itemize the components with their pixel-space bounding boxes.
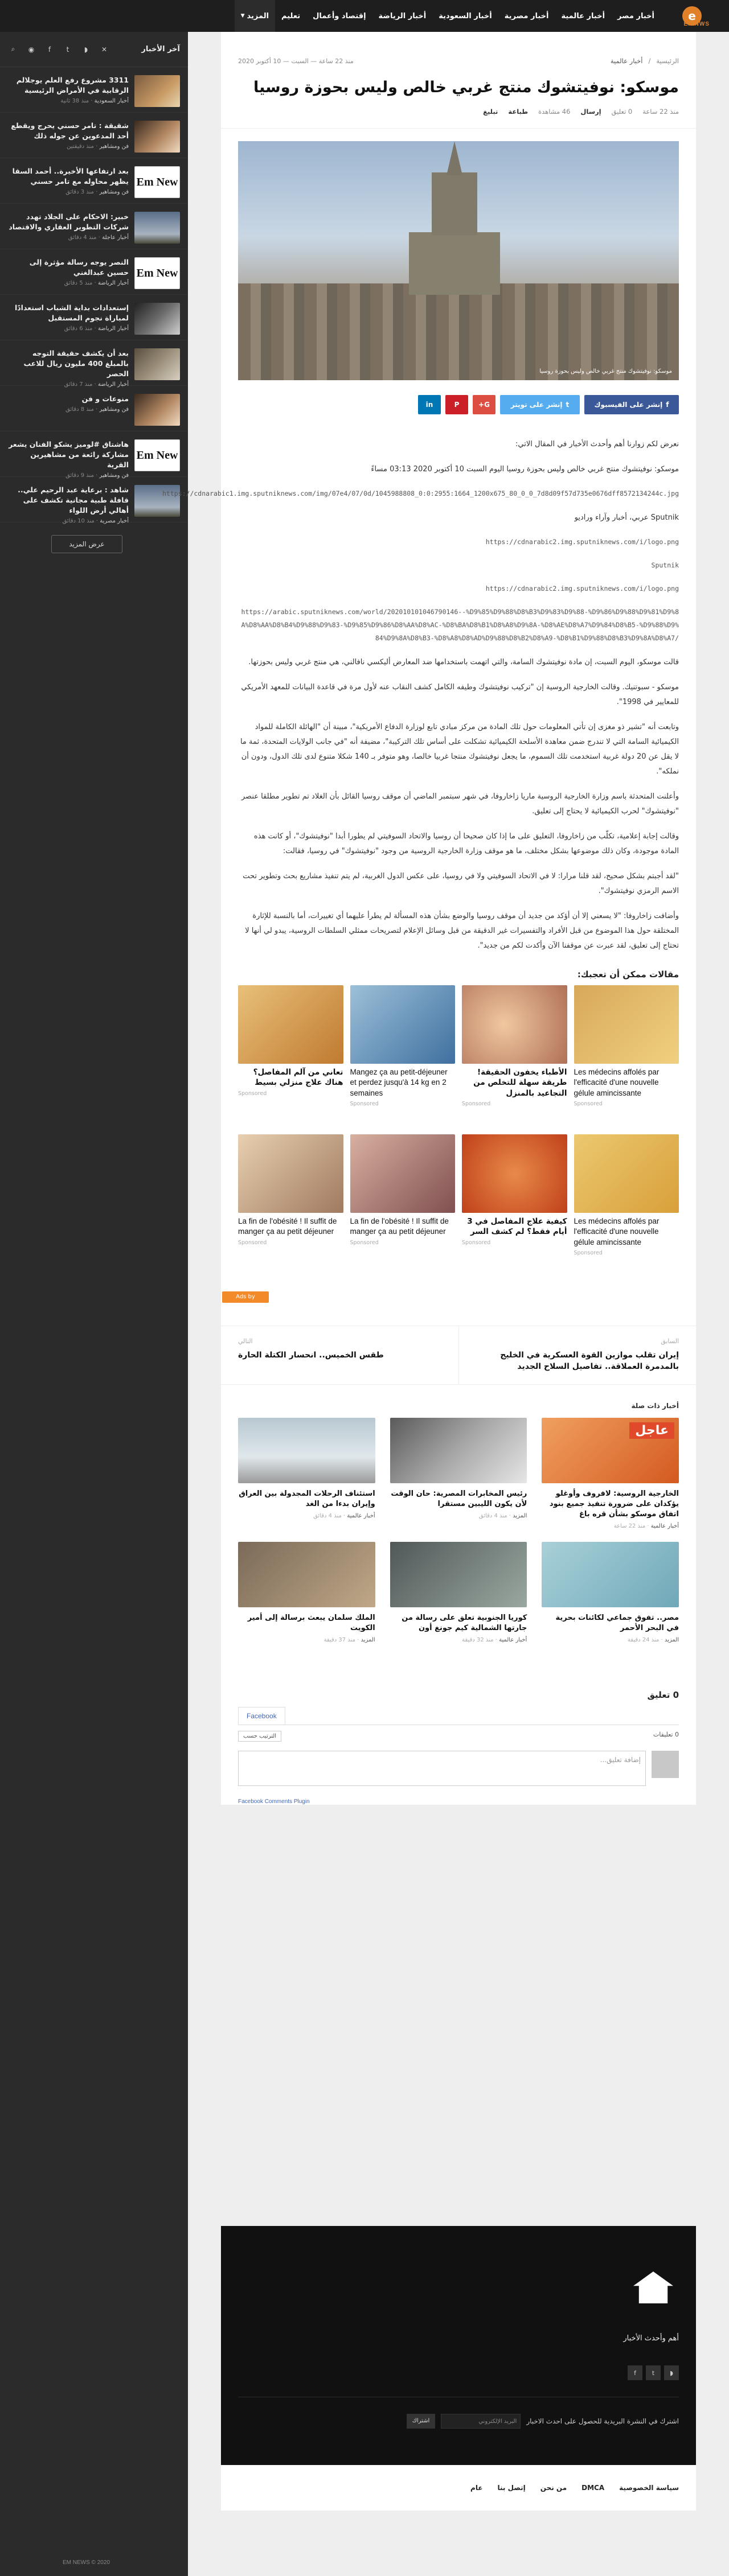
nav-item-sports[interactable]: أخبار الرياضة [378, 11, 427, 20]
article-paragraph: وأعلنت المتحدثة باسم وزارة الخارجية الروسية ماريا زاخاروفا، في شهر سبتمبر الماضي أن موقف روسيا القائل بأن الغلاد تم تطوير مطلقا عنصر "نوفيتشوك" لحرب الكيميائية لا يحتاج إلى تعليق. [241, 792, 679, 816]
nav-item-more[interactable] [235, 0, 275, 32]
rss-icon[interactable]: ◗ [84, 45, 88, 54]
twitter-icon[interactable]: t [66, 45, 69, 54]
sidebar-item-time: منذ 4 دقائق [68, 234, 97, 241]
newsletter-form [407, 2414, 679, 2429]
sidebar-item-time: منذ 7 دقائق [64, 381, 93, 388]
sidebar-title: آخر الأخبار [141, 45, 180, 54]
news-thumbnail: Em New [134, 166, 180, 198]
sponsored-source: Sponsored [350, 1239, 379, 1246]
sidebar-item-category[interactable]: فن ومشاهير [99, 406, 129, 413]
sidebar-news-item[interactable]: خبير: الاحكام على الجلاد تهدد شركات التطوير العقاري والاقتصاد أخبار عاجلة · منذ 4 دقائق [0, 204, 188, 249]
sponsored-source: Sponsored [574, 1100, 603, 1107]
previous-post-label: السابق [661, 1338, 679, 1345]
sidebar-item-time: منذ دقيقتين [67, 143, 94, 150]
sponsored-title[interactable]: Mangez ça au petit-déjeuner et perdez jusqu'à 14 kg en 2 semaines [350, 1068, 448, 1097]
more-news-image [238, 1418, 375, 1483]
sidebar-item-title[interactable]: 3311 مشروع رفع العلم يوجلالم الرقابية في الأمراض الرئيسية [16, 76, 129, 95]
sidebar-item-title[interactable]: هاشتاق #لوميز يشكو الفنان يشعر مشاركة رائعة من مشاهيرين القرية [9, 440, 129, 470]
breadcrumb-home[interactable]: الرئيسية [656, 57, 679, 65]
hero-caption: موسكو: نوفيتشوك منتج غربي خالص وليس بحوزة روسيا [539, 368, 672, 375]
sponsored-source: Sponsored [462, 1239, 491, 1246]
sponsored-card[interactable] [574, 1134, 679, 1277]
more-news-category[interactable]: المزيد [664, 1637, 679, 1644]
twitter-icon: t [566, 401, 570, 409]
sidebar-news-item[interactable]: 3311 مشروع رفع العلم يوجلالم الرقابية في الأمراض الرئيسية أخبار السعودية · منذ 38 ثانية [0, 67, 188, 113]
nav-item-egyptian-news[interactable]: أخبار مصرية [504, 11, 549, 20]
sidebar-item-time: منذ 38 ثانية [60, 98, 89, 105]
site-logo[interactable] [672, 3, 712, 28]
more-news-time: منذ 24 دقيقة [627, 1637, 660, 1644]
share-facebook-button[interactable] [584, 395, 679, 414]
top-navigation [0, 0, 729, 32]
more-news-image [390, 1542, 527, 1607]
article-paragraph: نعرض لكم زوارنا أهم وأحدث الأخبار في المقال الاتي: [515, 440, 679, 449]
article-meta [221, 97, 696, 129]
newsletter-text: اشترك في النشرة البريدية للحصول على احدث الاخبار [526, 2417, 679, 2425]
more-news-time: منذ 4 دقائق [478, 1513, 507, 1520]
nav-item-world-news[interactable]: أخبار عالمية [561, 11, 605, 20]
facebook-icon[interactable]: f [628, 2365, 642, 2380]
sidebar-news-item[interactable]: Em New النصر يوجه رسالة مؤثرة إلى حسين عبدالغني أخبار الرياضة · منذ 5 دقائق [0, 249, 188, 295]
sponsored-image [462, 1134, 567, 1213]
article-paragraph: وقالت إجابة إعلامية، تكلّب من زاخاروفا، التعليق على ما إذا كان صحيحا أن روسيا والاتحاد السوفيتي لم يطورا أبدا "نوفيتشوك"، أو كانت هذه المادة موجودة، وكان ذلك موضوعها بشكل مختلف، ما هو موقف وزارة الخارجية الروسية من وجود "نوفيتشوك" في روسيا، فقالت: [253, 832, 679, 856]
meta-views: 46 مشاهدة [538, 108, 571, 116]
tower-graphic [447, 141, 462, 175]
meta-report-link[interactable]: تبليغ [483, 108, 498, 116]
comments-count: 0 تعليق [647, 1689, 679, 1700]
rss-icon[interactable]: ◗ [664, 2365, 679, 2380]
news-thumbnail: Em New [134, 257, 180, 289]
sponsored-source: Sponsored [350, 1100, 379, 1107]
news-thumbnail [134, 75, 180, 107]
comments-bar [238, 1725, 679, 1747]
more-news-title[interactable]: الملك سلمان يبعث برسالة إلى أمير الكويت [247, 1613, 375, 1632]
article-hero-image [238, 141, 679, 380]
tower-graphic [432, 172, 477, 235]
footer-link-general[interactable]: عام [470, 2484, 483, 2492]
share-buttons [221, 380, 696, 429]
nav-item-saudi-news[interactable]: أخبار السعودية [439, 11, 492, 20]
share-linkedin-button[interactable] [418, 395, 441, 414]
article-paragraph: "لقد أجبتم بشكل صحيح، لقد قلنا مرارا: لا في الاتحاد السوفيتي ولا في روسيا، على عكس الدول الغربية، لم يتم تنفيذ مشاريع بحث وتطوير تحت الاسم الرمزي نوفيتشوك". [243, 872, 679, 896]
article-date: منذ 22 ساعة — السبت — 10 أكتوبر 2020 [238, 57, 354, 65]
sidebar-copyright: EM NEWS © 2020 [63, 2559, 110, 2566]
logo-icon: e [682, 6, 702, 26]
sidebar-news-item[interactable]: إستعدادات بداية الشباب استعدادًا لمباراة نجوم المستقبل أخبار الرياضة · منذ 6 دقائق [0, 295, 188, 340]
latest-news-sidebar [0, 32, 188, 2576]
sponsored-title[interactable]: Les médecins affolés par l'efficacité d'une nouvelle gélule amincissante [574, 1068, 660, 1097]
sponsored-source: Sponsored [238, 1090, 267, 1097]
more-news-time: منذ 4 دقائق [313, 1513, 342, 1520]
sponsored-image [574, 1134, 679, 1213]
sponsored-image [350, 1134, 456, 1213]
random-icon[interactable]: ✕ [101, 45, 108, 54]
comments-tabs [238, 1707, 679, 1725]
more-news-card[interactable]: عاجل الخارجية الروسية: لافروف وأوغلو يؤكدان على ضرورة تنفيذ جميع بنود اتفاق موسكو بشأن قره باغ أخبار عالمية · منذ 22 ساعة [542, 1418, 679, 1526]
city-skyline [238, 283, 679, 380]
article-paragraph: قالت موسكو، اليوم السبت، إن مادة نوفيتشوك السامة، والتي اتهمت باستخدامها ضد المعارض أليكسي نافالني، هي منتج غربي وليس بحوزتها. [248, 658, 679, 667]
newsletter-email-input[interactable]: البريد الإلكتروني [441, 2414, 521, 2429]
share-facebook-label: إنشر على الفيسبوك [594, 401, 663, 409]
googleplus-icon: G+ [478, 401, 490, 409]
comment-input[interactable]: إضافة تعليق... [238, 1751, 646, 1786]
article-container [162, 32, 696, 1805]
sponsored-card[interactable] [238, 1134, 343, 1277]
sidebar-item-time: منذ 8 دقائق [65, 406, 94, 413]
more-news-card[interactable]: استئناف الرحلات المجدولة بين العراق وإيران بدءا من الغد أخبار عالمية · منذ 4 دقائق [238, 1418, 375, 1526]
article-body [162, 429, 696, 953]
more-news-title[interactable]: كوريا الجنوبية تعلق على رسالة من جارتها الشمالية كيم جونغ أون [402, 1613, 527, 1632]
share-pinterest-button[interactable] [445, 395, 468, 414]
related-grid [221, 985, 696, 1277]
sidebar-news-item[interactable]: Em New بعد ارتفاعها الأخيرة.. أحمد السقا يظهر محاوله مع تامر حسني فن ومشاهير · منذ 3 دقائق [0, 158, 188, 204]
sidebar-social-icons [8, 44, 109, 55]
footer-link-privacy[interactable]: سياسة الخصوصية [619, 2484, 679, 2492]
footer-links [221, 2465, 696, 2511]
more-news-card[interactable]: الملك سلمان يبعث برسالة إلى أمير الكويت المزيد · منذ 37 دقيقة [238, 1542, 375, 1650]
linkedin-icon: in [425, 401, 433, 409]
more-news-time: منذ 37 دقيقة [323, 1637, 355, 1644]
sidebar-item-category[interactable]: فن ومشاهير [99, 143, 129, 150]
sidebar-item-title[interactable]: النصر يوجه رسالة مؤثرة إلى حسين عبدالغني [29, 258, 129, 277]
sponsored-title[interactable]: تعاني من آلم المفاصل؟ هناك علاج منزلي بسيط [253, 1068, 343, 1088]
sponsored-image [238, 985, 343, 1064]
sponsored-title[interactable]: كيفية علاج المفاصل في 3 أيام فقط؟ لم كشف السر [467, 1217, 567, 1237]
sponsored-image [574, 985, 679, 1064]
comments-section [221, 1650, 696, 1805]
sponsored-image [350, 985, 456, 1064]
sponsored-card[interactable] [574, 985, 679, 1127]
image-url: https://cdnarabic1.img.sputniknews.com/img/07e4/07/0d/1045988808_0:0:2955:1664_1200x675_80_0_0_7d8d09f57d735e0676dff8572134244c.jpg [162, 489, 679, 498]
next-post-label: التالي [238, 1338, 253, 1345]
sidebar-item-category[interactable]: فن ومشاهير [99, 189, 129, 196]
sponsored-card[interactable] [350, 985, 456, 1127]
next-post-link[interactable] [221, 1326, 459, 1384]
article-link[interactable]: https://arabic.sputniknews.com/world/202010101046790146--%D9%85%D9%88%D8%B3%D9%83%D9%88-%D9%86%D9%88%D9%81%D9%8A%D8%AA%D8%B4%D9%88%D9%83-%D9%85%D9%86%D8%AA%D8%AC-%D8%BA%D8%B1%D8%A8%D9%8A-%D8%AE%D8%A7%D9%84%D8%B5-%D9%88%D9%84%D9%8A%D8%B3-%D8%A8%D8%AD%D9%88%D8%B2%D8%A9-%D8%B1%D9%88%D8%B3%D9%8A%D8%A7/ [241, 608, 679, 643]
sidebar-item-time: منذ 3 دقائق [65, 189, 94, 196]
sidebar-item-title[interactable]: شقيقة : تامر حسني يحرج ويقطع أحد المدعوين عن جوله ذلك [11, 121, 129, 141]
sidebar-item-title[interactable]: شاهد : برعاية عبد الرحيم علي.. قافلة طبية مجانية تكشف على أهالي أرض اللواء [18, 485, 129, 515]
twitter-icon[interactable]: t [646, 2365, 661, 2380]
avatar [652, 1751, 679, 1778]
sidebar-item-time: منذ 10 دقائق [62, 518, 95, 525]
sidebar-item-category[interactable]: أخبار عاجلة [102, 234, 129, 241]
source-label: Sputnik [651, 561, 679, 570]
meta-time: منذ 22 ساعة [642, 108, 679, 116]
article-paragraph: موسكو - سبوتنيك. وقالت الخارجية الروسية إن "تركيب نوفيتشوك وطيفه الكامل كشف النقاب عنه لأول مرة في قاعدة البيانات للمعهد الأمريكي للمعايير في 1998". [241, 683, 679, 707]
sidebar-news-item[interactable]: Em New هاشتاق #لوميز يشكو الفنان يشعر مشاركة رائعة من مشاهيرين القرية فن ومشاهير · منذ 9 دقائق [0, 431, 188, 477]
news-thumbnail [134, 348, 180, 380]
sponsored-title[interactable]: الأطباء يخفون الحقيقة! طريقة سهلة للتخلص من التجاعيد بالمنزل [473, 1068, 567, 1098]
more-news-category[interactable]: أخبار عالمية [650, 1523, 679, 1530]
footer-tagline: أهم وأحدث الأخبار [623, 2334, 679, 2343]
sidebar-news-item[interactable]: بعد أن يكشف حقيقة التوجه بالمبلغ 400 مليون ريال للاعب الحصر أخبار الرياضة · منذ 7 دقائق [0, 340, 188, 386]
more-news-title[interactable]: مصر.. تفوق جماعي لكائنات بحرية في البحر الأحمر [555, 1613, 679, 1632]
sponsored-title[interactable]: La fin de l'obésité ! Il suffit de manger ça au petit déjeuner [238, 1217, 337, 1236]
facebook-icon[interactable]: f [48, 45, 51, 54]
search-icon[interactable]: ⌕ [11, 45, 15, 53]
more-news-card[interactable]: مصر.. تفوق جماعي لكائنات بحرية في البحر الأحمر المزيد · منذ 24 دقيقة [542, 1542, 679, 1650]
footer-link-contact[interactable]: إتصل بنا [497, 2484, 526, 2492]
footer-link-about[interactable]: من نحن [540, 2484, 567, 2492]
sponsored-source: Sponsored [238, 1239, 267, 1246]
house-icon [633, 2272, 673, 2303]
more-news-category[interactable]: المزيد [513, 1513, 527, 1520]
more-news-time: منذ 32 دقيقة [462, 1637, 494, 1644]
sponsored-title[interactable]: Les médecins affolés par l'efficacité d'une nouvelle gélule amincissante [574, 1217, 660, 1246]
sponsored-card[interactable] [350, 1134, 456, 1277]
previous-post-title: إيران تقلب موازين القوة العسكرية في الخليج بالمدمرة العملاقة.. تفاصيل السلاح الجديد [500, 1351, 679, 1372]
article-paragraph: وتابعت أنه "تشير ذو مغزى إن تأتي المعلومات حول تلك المادة من مركز مبادي تابع لوزارة الدفاع الأمريكية"، مبينة أن "الهائلة الكاملة للمواد الكيميائية السامة التي لا تندرج ضمن معاهدة الأسلحة الكيميائية تشكلت على أساس تلك التركيبة"، مضيفة أنه "في جانب الولايات المتحدة، ثمة ما لا يقل عن 20 دولة غربية استخدمت تلك السموم، ما يجعل نوفيتشوك منتجا غربيا خالصا، وهو متوفر بـ 140 شكلا متنوع لدى تلك الدول، ودون أن نملكه". [240, 723, 679, 776]
share-twitter-label: إنشر على تويتر [510, 401, 563, 409]
footer-logo[interactable] [628, 2272, 679, 2323]
facebook-plugin-link[interactable]: Facebook Comments Plugin [238, 1798, 310, 1805]
article-title: موسكو: نوفيتشوك منتج غربي خالص وليس بحوزة روسيا [253, 79, 679, 96]
article-paragraph: موسكو: نوفيتشوك منتج غربي خالص وليس بحوزة روسيا اليوم السبت 10 أكتوبر 2020 03:13 مساءً [371, 465, 679, 474]
nav-item-education[interactable]: تعليم [281, 11, 301, 20]
breaking-badge: عاجل [629, 1422, 674, 1439]
sidebar-item-category[interactable]: أخبار الرياضة [97, 381, 129, 388]
sidebar-item-title[interactable]: بعد ارتفاعها الأخيرة.. أحمد السقا يظهر محاوله مع تامر حسني [12, 167, 129, 186]
source-name: Sputnik عربي، أخبار وآراء وراديو [574, 513, 679, 522]
sort-dropdown[interactable]: الترتيب حسب [238, 1731, 281, 1742]
sidebar-item-title[interactable]: خبير: الاحكام على الجلاد تهدد شركات التطوير العقاري والاقتصاد [9, 212, 129, 232]
more-news-category[interactable]: المزيد [361, 1637, 375, 1644]
sidebar-news-item[interactable]: شاهد : برعاية عبد الرحيم علي.. قافلة طبية مجانية تكشف على أهالي أرض اللواء أخبار مصرية · منذ 10 دقائق [0, 477, 188, 522]
sidebar-item-title[interactable]: منوعات و فن [81, 394, 129, 403]
facebook-icon: f [666, 401, 669, 409]
more-news-card[interactable]: رئيس المخابرات المصرية: حان الوقت لأن يكون الليبين مستقرا المزيد · منذ 4 دقائق [390, 1418, 527, 1526]
sponsored-card[interactable] [462, 985, 567, 1127]
post-navigation [221, 1326, 696, 1385]
more-news-title[interactable]: استئناف الرحلات المجدولة بين العراق وإيران بدءا من الغد [239, 1489, 375, 1508]
sidebar-item-time: منذ 5 دقائق [64, 280, 93, 287]
share-googleplus-button[interactable] [473, 395, 495, 414]
sponsored-card[interactable] [462, 1134, 567, 1277]
sidebar-item-title[interactable]: إستعدادات بداية الشباب استعدادًا لمباراة نجوم المستقبل [14, 303, 129, 323]
show-more-button[interactable]: عرض المزيد [51, 535, 122, 553]
sidebar-item-category[interactable]: أخبار مصرية [100, 518, 129, 525]
ads-badge[interactable]: Ads by [222, 1291, 269, 1303]
sidebar-item-category[interactable]: أخبار الرياضة [97, 326, 129, 332]
share-twitter-button[interactable] [500, 395, 580, 414]
pinterest-icon: P [454, 401, 460, 409]
sidebar-header [0, 32, 188, 67]
chevron-down-icon: ▼ [240, 13, 245, 19]
breadcrumb [221, 32, 696, 65]
logo-text: EIENWS [683, 21, 710, 27]
main-menu [235, 0, 661, 32]
comments-total: 0 تعليقات [653, 1730, 679, 1738]
tower-graphic [409, 232, 500, 295]
sidebar-item-category[interactable]: أخبار الرياضة [97, 280, 129, 287]
user-icon[interactable]: ◉ [28, 45, 35, 54]
sponsored-source: Sponsored [462, 1100, 491, 1107]
newsletter-subscribe-button[interactable]: اشتراك [407, 2414, 436, 2429]
next-post-title: طقس الخميس.. انحسار الكتلة الحارة [238, 1351, 384, 1360]
more-news-heading: أخبار ذات صلة [631, 1401, 679, 1410]
more-news-card[interactable]: كوريا الجنوبية تعلق على رسالة من جارتها الشمالية كيم جونغ أون أخبار عالمية · منذ 32 دقيقة [390, 1542, 527, 1650]
news-thumbnail: Em New [134, 439, 180, 471]
breadcrumb-separator: / [648, 57, 651, 65]
more-news-image [542, 1542, 679, 1607]
sidebar-item-category[interactable]: أخبار السعودية [94, 98, 129, 105]
sidebar-news-item[interactable]: منوعات و فن فن ومشاهير · منذ 8 دقائق [0, 386, 188, 431]
more-news-title[interactable]: الخارجية الروسية: لافروف وأوغلو يؤكدان على ضرورة تنفيذ جميع بنود اتفاق موسكو بشأن قره باغ [549, 1489, 679, 1519]
more-news-image [542, 1418, 679, 1483]
meta-comments-link[interactable]: 0 تعليق [611, 108, 633, 116]
site-footer [221, 2226, 696, 2465]
sponsored-card[interactable] [238, 985, 343, 1127]
more-news-category[interactable]: أخبار عالمية [499, 1637, 527, 1644]
sponsored-title[interactable]: La fin de l'obésité ! Il suffit de manger ça au petit déjeuner [350, 1217, 449, 1236]
nav-item-economy[interactable]: إقتصاد وأعمال [313, 11, 366, 20]
meta-print-link[interactable]: طباعة [508, 108, 529, 116]
sponsored-source: Sponsored [574, 1249, 603, 1256]
logo-url: https://cdnarabic2.img.sputniknews.com/i/logo.png [485, 585, 679, 593]
breadcrumb-category[interactable]: أخبار عالمية [610, 57, 643, 65]
sidebar-news-item[interactable]: شقيقة : تامر حسني يحرج ويقطع أحد المدعوين عن جوله ذلك فن ومشاهير · منذ دقيقتين [0, 113, 188, 158]
logo-url: https://cdnarabic2.img.sputniknews.com/i/logo.png [485, 538, 679, 546]
more-news-time: منذ 22 ساعة [613, 1523, 646, 1530]
more-news-image [238, 1542, 375, 1607]
sidebar-item-title[interactable]: بعد أن يكشف حقيقة التوجه بالمبلغ 400 مليون ريال للاعب الحصر [23, 349, 129, 378]
tab-facebook[interactable]: Facebook [238, 1707, 285, 1725]
nav-item-egypt-news[interactable]: أخبار مصر [617, 11, 654, 20]
footer-link-dmca[interactable]: DMCA [581, 2484, 605, 2492]
more-news-grid [221, 1418, 696, 1650]
comment-composer [238, 1751, 679, 1786]
more-news-image [390, 1418, 527, 1483]
sponsored-image [238, 1134, 343, 1213]
more-news-title[interactable]: رئيس المخابرات المصرية: حان الوقت لأن يكون الليبين مستقرا [391, 1489, 527, 1508]
news-thumbnail [134, 212, 180, 244]
more-news-category[interactable]: أخبار عالمية [347, 1513, 375, 1520]
nav-more-label: المزيد [247, 11, 269, 20]
sidebar-item-category[interactable]: فن ومشاهير [99, 472, 129, 479]
meta-send-link[interactable]: إرسال [580, 108, 601, 116]
news-thumbnail [134, 121, 180, 153]
sidebar-item-time: منذ 9 دقائق [65, 472, 94, 479]
related-heading: مقالات ممكن أن تعجبك: [577, 969, 679, 980]
sidebar-item-time: منذ 6 دقائق [64, 326, 93, 332]
sponsored-image [462, 985, 567, 1064]
news-thumbnail [134, 394, 180, 426]
previous-post-link[interactable] [459, 1326, 697, 1384]
footer-social-icons [628, 2365, 679, 2380]
article-paragraph: وأضافت زاخاروفا: "لا يسعني إلا أن أؤكد من جديد أن موقف روسيا والوضع بشأن هذه المسألة لم يطرأ عليهما أي تغييرات، أما بالنسبة للإثارة المختلقة حول هذا الموضوع من قبل الأفراد والتفسيرات غير الدقيقة من قبل وسائل الإعلام لتصريحات ممثلي السلطات الروسية، يبدو لي أنها لا تحتاج إلى تعليق، لقد عبرت عن موقفنا الآن وأكدت لكم من جديد". [245, 912, 679, 950]
news-thumbnail [134, 303, 180, 335]
